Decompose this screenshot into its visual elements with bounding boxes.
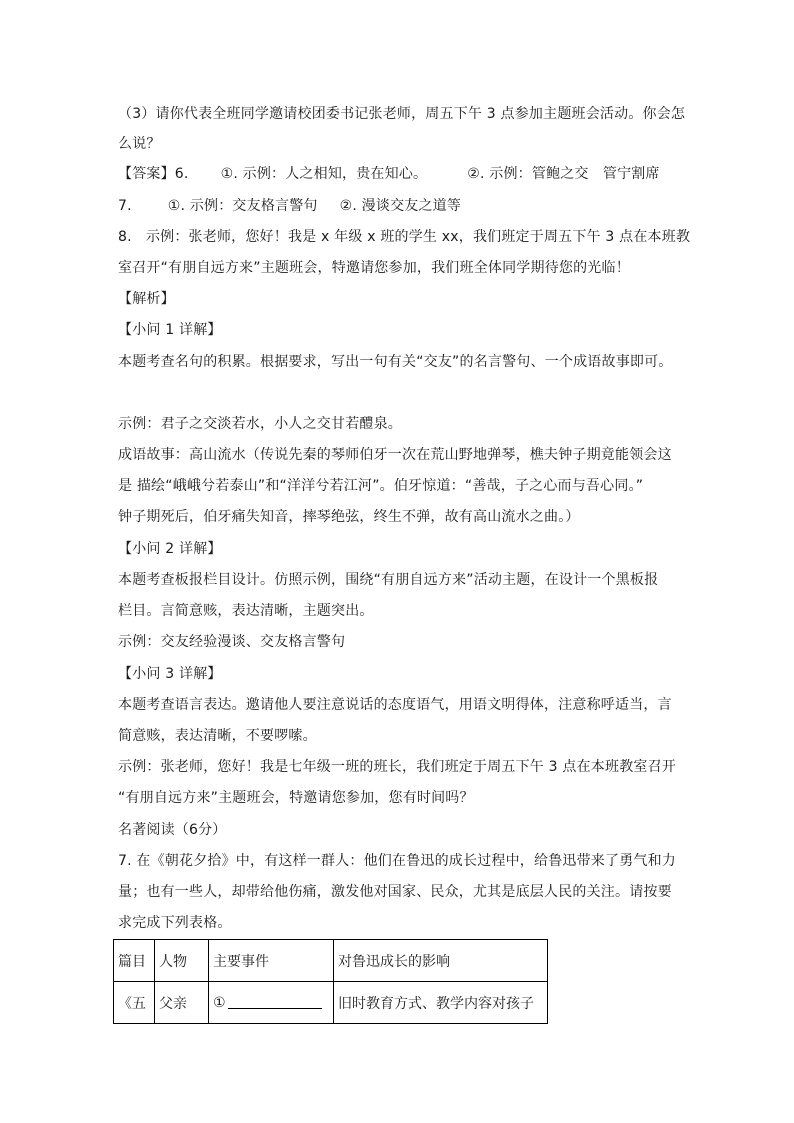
sub1-line-4: 是 描绘“峨峨兮若泰山”和“洋洋兮若江河”。伯牙惊道：“善哉，子之心而与吾心同。” [118,478,644,494]
question-3-line-1: （3）请你代表全班同学邀请校团委书记张老师，周五下午 3 点参加主题班会活动。你会怎 [118,106,686,122]
answer-7-part-2: ②. 漫谈交友之道等 [339,198,462,214]
sub2-line-1: 本题考查板报栏目设计。仿照示例，围绕“有朋自远方来”活动主题，在设计一个黑板报 [118,572,659,588]
event-marker: ① [213,995,226,1011]
sub2-line-3: 示例：交友经验漫谈、交友格言警句 [118,634,346,650]
subquestion-3-heading: 【小问 3 详解】 [118,666,222,682]
sub3-line-1: 本题考查语言表达。邀请他人要注意说话的态度语气，用语文明得体，注意称呼适当，言 [118,697,672,713]
question-7-line-2: 量；也有一些人，却带给他伤痛，激发他对国家、民众，尤其是底层人民的关注。请按要 [118,884,672,900]
sub3-line-4: “有朋自远方来”主题班会，特邀请您参加，您有时间吗？ [118,790,474,806]
table-row [114,982,548,1024]
section-heading: 名著阅读（6分） [118,822,227,838]
sub1-line-3: 成语故事：高山流水（传说先秦的琴师伯牙一次在荒山野地弹琴，樵夫钟子期竟能领会这 [118,447,672,463]
header-cell-influence: 对鲁迅成长的影响 [334,940,548,982]
cell-person: 父亲 [155,982,209,1024]
answer-7-part-1: ①. 示例：交友格言警句 [167,198,318,214]
sub3-line-2: 简意赅，表达清晰，不要啰嗦。 [118,728,317,744]
header-cell-event: 主要事件 [209,940,334,982]
subquestion-1-heading: 【小问 1 详解】 [118,322,222,338]
cell-title: 《五 [114,982,155,1024]
answer-label: 【答案】6. [118,166,189,182]
subquestion-2-heading: 【小问 2 详解】 [118,541,222,557]
reading-table [113,939,548,1024]
cell-influence: 旧时教育方式、教学内容对孩子 [334,982,548,1024]
cell-event [209,982,334,1024]
question-7-line-1: 7. 在《朝花夕拾》中，有这样一群人：他们在鲁迅的成长过程中，给鲁迅带来了勇气和力 [118,853,677,869]
answer-blank[interactable] [228,994,322,1009]
answer-6-part-2: ②. 示例：管鲍之交 管宁割席 [467,166,660,182]
sub1-line-2: 示例：君子之交淡若水，小人之交甘若醴泉。 [118,416,402,432]
sub1-line-5: 钟子期死后，伯牙痛失知音，摔琴绝弦，终生不弹，故有高山流水之曲。） [118,509,580,525]
analysis-heading: 【解析】 [118,291,175,307]
header-cell-title: 篇目 [114,940,155,982]
sub2-line-2: 栏目。言简意赅，表达清晰，主题突出。 [118,603,374,619]
answer-8-line-1: 8. 示例：张老师，您好！我是 x 年级 x 班的学生 xx，我们班定于周五下午 3 点在本班教 [118,229,691,245]
table-header-row [114,940,548,982]
answer-6-line [118,164,660,184]
sub3-line-3: 示例：张老师，您好！我是七年级一班的班长，我们班定于周五下午 3 点在本班教室召开 [118,759,677,775]
answer-8-line-2: 室召开“有朋自远方来”主题班会，特邀请您参加，我们班全体同学期待您的光临！ [118,260,630,276]
answer-7-number: 7. [118,198,132,214]
header-cell-person: 人物 [155,940,209,982]
question-3-line-2: 么说？ [118,136,161,152]
answer-7-line [118,196,461,216]
sub1-line-1: 本题考查名句的积累。根据要求，写出一句有关“交友”的名言警句、一个成语故事即可。 [118,354,673,370]
question-7-line-3: 求完成下列表格。 [118,915,232,931]
answer-6-part-1: ①. 示例：人之相知，贵在知心。 [220,166,428,182]
